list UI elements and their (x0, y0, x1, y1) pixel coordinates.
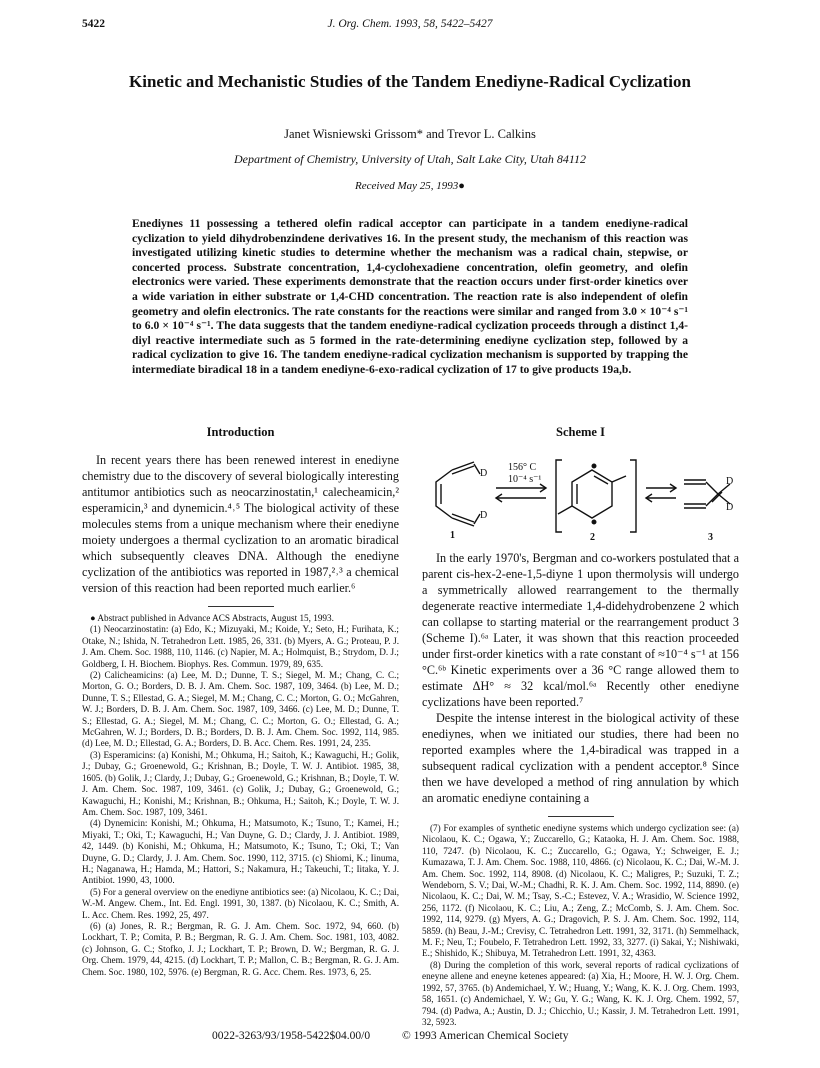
left-column (82, 425, 399, 978)
scheme-heading: Scheme I (556, 425, 605, 439)
left-bracket (556, 460, 562, 532)
footnotes-left (82, 613, 399, 978)
compound-label-3: 3 (708, 532, 713, 543)
deuterium-label-product-bottom: D (726, 502, 734, 513)
scheme-1-figure (422, 452, 739, 544)
footnote: (8) During the completion of this work, several reports of radical cyclizations of eneyne allene and eneyne ketenes appeared: (a) Xia, H.; Moore, H. W. J. Org. Chem. 1992, 57, 3765. (b) Andemichael, Y. W.; Huang, Y.; Wang, K. K. J. Org. Chem. 1993, 58, 1651. (c) Andemichael, Y. W.; Gu, Y. G.; Wang, K. K. J. Org. Chem. 1992, 57, 794. (d) Padwa, A.; Austin, D. J.; Chicchio, U.; Kassir, J. M. Tetrahedron Lett. 1991, 32, 5923. (422, 959, 739, 1027)
scheme-1-drawing (422, 452, 739, 544)
footnote-divider (208, 606, 274, 607)
paragraph: Despite the intense interest in the biological activity of these enediynes, when we initiated our studies, there had been no reported examples where the 1,4-biradical was trapped in a subsequent radical cyclization with a pendent acceptor.⁸ Since then we have developed a method of ring annulation by which an aromatic enediyne containing a (422, 711, 739, 805)
condition-temperature: 156° C (508, 462, 537, 473)
paragraph: In recent years there has been renewed interest in enediyne chemistry due to the discovery of several biologically interesting antitumor antibiotics such as neocarzinostatin,¹ calecheamicin,² esperamicin,³ and dynemicin.⁴˒⁵ The biological activity of these molecules stems from a unique mechanism where their enediyne moiety undergoes a thermal cyclization to an aromatic biradical which subsequently cleaves DNA. Although the enediyne cyclization of the antibiotics was reported in 1987,²˒³ a chemical version of this reaction had been reported much earlier.⁶ (82, 453, 399, 595)
right-column (422, 425, 739, 1028)
footnote: (5) For a general overview on the enediyne antibiotics see: (a) Nicolaou, K. C.; Dai, W.-M. Angew. Chem., Int. Ed. Engl. 1991, 30, 1387. (b) Nicolaou, K. C.; Smith, A. L. Acc. Chem. Res. 1992, 25, 497. (82, 886, 399, 920)
paragraph: In the early 1970's, Bergman and co-workers postulated that a parent cis-hex-2-ene-1,5-diyne 1 upon thermolysis will undergo a symmetrically allowed rearrangement to the thermally degenerate reactive intermediate 1,4-didehydrobenzene 2 which can collapse to starting material or the rearrangement product 3 (Scheme I).⁶ᵃ Later, it was shown that this reaction proceeded under first-order kinetics with a rate constant of ≈10⁻⁴ s⁻¹ at 156 °C.⁶ᵇ Kinetic experiments over a 36 °C range allowed them to estimate ΔH° ≈ 32 kcal/mol.⁶ᵃ Recently other enediyne cyclizations have been reported.⁷ (422, 551, 739, 709)
footnotes-right (422, 823, 739, 1028)
right-body-text (422, 550, 739, 806)
article-code: 0022-3263/93/1958-5422$04.00/0 (212, 1030, 371, 1042)
journal-citation: J. Org. Chem. 1993, 58, 5422–5427 (327, 18, 493, 30)
footnote: ● Abstract published in Advance ACS Abstracts, August 15, 1993. (90, 613, 334, 623)
section-heading-introduction: Introduction (206, 425, 275, 439)
footnote: (7) For examples of synthetic enediyne systems which undergo cyclization see: (a) Nicolaou, K. C.; Ogawa, Y.; Zuccarello, G.; Kataoka, H. J. Am. Chem. Soc. 1988, 110, 7247. (b) Nicolaou, K. C.; Zuccarello, G.; Ogawa, Y.; Schweiger, E. J.; Kumazawa, T. J. Am. Chem. Soc. 1988, 110, 4866. (c) Nicolaou, K. C.; Dai, W.-M. J. Am. Chem. Soc. 1992, 114, 8908. (d) Nicolaou, K. C.; Maligres, P.; Suzuki, T. Z.; Wendeborn, S. V.; Dai, W.-M.; Chadhi, R. K. J. Am. Chem. Soc. 1992, 114, 8890. (e) Nicolaou, K. C.; Dai, W. M.; Tsay, S.-C.; Estevez, V. A.; Wrasidio, W. Science 1992, 256, 1172. (f) Nicolaou, K. C.; Liu, A.; Zeng, Z.; McComb, S. J. Am. Chem. Soc. 1992, 114, 9279. (g) Myers, A. G.; Dragovich, P. S. J. Am. Chem. Soc. 1992, 114, 5859. (h) Beau, J.-M.; Crevisy, C. Tetrahedron Lett. 1991, 32, 3171. (h) Semmelhack, M. F.; Neu, T.; Foubelo, F. Tetrahedron Lett. 1992, 33, 3277. (i) Sakai, Y.; Nishiwaki, E.; Shishido, K.; Shibuya, M. Tetrahedron Lett. 1991, 32, 4363. (422, 823, 739, 959)
page-number: 5422 (82, 18, 105, 30)
footnote: (1) Neocarzinostatin: (a) Edo, K.; Mizuyaki, M.; Koide, Y.; Seto, H.; Furihata, K.; Otake, N.; Ishida, N. Tetrahedron Lett. 1985, 26, 331. (b) Myers, A. G.; Proteau, P. J. J. Am. Chem. Soc. 1988, 110, 1146. (c) Napier, M. A.; Holmquist, B.; Strydom, D. J.; Goldberg, I. H. Biochem. Biophys. Res. Commun. 1979, 89, 635. (82, 624, 399, 669)
compound-label-1: 1 (450, 530, 455, 541)
right-bracket (630, 460, 636, 532)
intro-paragraph (82, 452, 399, 596)
received-date: Received May 25, 1993● (355, 180, 465, 192)
copyright: © 1993 American Chemical Society (402, 1030, 569, 1042)
footnote-divider (548, 816, 614, 817)
article-title: Kinetic and Mechanistic Studies of the Tandem Enediyne-Radical Cyclization (129, 72, 691, 91)
deuterium-label-product-top: D (726, 476, 734, 487)
condition-rate: 10⁻⁴ s⁻¹ (508, 474, 542, 485)
deuterium-label-top: D (480, 468, 488, 479)
deuterium-label-bottom: D (480, 510, 488, 521)
affiliation: Department of Chemistry, University of Utah, Salt Lake City, Utah 84112 (233, 152, 587, 166)
abstract: Enediynes 11 possessing a tethered olefin radical acceptor can participate in a tandem enediyne-radical cyclization to yield dihydrobenzindene derivatives 16. In the present study, the mechanism of this reaction was investigated utilizing kinetic studies to determine whether the mechanism was a radical chain, stepwise, or concerted process. Substrate concentration, 1,4-cyclohexadiene concentration, olefin geometry, and olefin electronics were varied. These experiments demonstrate that the reaction occurs under first-order kinetics over a wide variation in either substrate or 1,4-CHD concentration. The reaction rate is also independent of olefin geometry and olefin electronics. The rate constants for the reactions were similar and ranged from 3.0 × 10⁻⁴ s⁻¹ to 6.0 × 10⁻⁴ s⁻¹. The data suggests that the tandem enediyne-radical cyclization proceeds through a distinct 1,4-diyl reactive intermediate such as 5 formed in the rate-determining enediyne cyclization step, followed by a radical cyclization to give 16. The tandem enediyne-radical cyclization mechanism is supported by trapping the intermediate biradical 18 in a tandem enediyne-6-exo-radical cyclization of 17 to give products 19a,b. (132, 217, 688, 376)
footnote: (4) Dynemicin: Konishi, M.; Ohkuma, H.; Matsumoto, K.; Tsuno, T.; Kamei, H.; Miyaki, T.; Oki, T.; Kawaguchi, H.; Van Duyne, G. D.; Clardy, J. J. Antibiot. 1989, 42, 1449. (b) Konishi, M.; Ohkuma, H.; Matsumoto, K.; Tsuno, T.; Oki, T.; Van Duyne, G. D.; Clardy, J. J. Am. Chem. Soc. 1990, 112, 3715. (c) Shiomi, K.; Iinuma, H.; Naganawa, H.; Hamda, M.; Hattori, S.; Nakamura, H.; Takeuchi, T.; Iitaka, Y. J. Antibiot. 1990, 43, 1000. (82, 818, 399, 886)
author-list: Janet Wisniewski Grissom* and Trevor L. Calkins (284, 127, 536, 141)
footnote: (6) (a) Jones, R. R.; Bergman, R. G. J. Am. Chem. Soc. 1972, 94, 660. (b) Lockhart, T. P.; Comita, P. B.; Bergman, R. G. J. Am. Chem. Soc. 1981, 103, 4082. (c) Johnson, G. C.; Stofko, J. J.; Lockhart, T. P.; Brown, D. W.; Bergman, R. G. J. Org. Chem. 1979, 44, 4215. (d) Lockhart, T. P.; Mallon, C. B.; Bergman, R. G. J. Am. Chem. Soc. 1980, 102, 5976. (e) Bergman, R. G. Acc. Chem. Res. 1973, 6, 25. (82, 920, 399, 977)
compound-label-2: 2 (590, 532, 595, 543)
didehydrobenzene-ring (572, 470, 612, 518)
footnote: (2) Calicheamicins: (a) Lee, M. D.; Dunne, T. S.; Siegel, M. M.; Chang, C. C.; Morton, G. O.; Borders, D. B. J. Am. Chem. Soc. 1987, 109, 3464. (b) Lee, M. D.; Dunne, T. S.; Ellestad, G. A.; Siegel, M. M.; Chang, C. C.; Morton, G. O.; McGahren, W. J.; Borders, D. B. J. Am. Chem. Soc. 1987, 109, 3466. (c) Lee, M. D.; Dunne, T. S.; Ellestad, G. A.; Siegel, M. M.; Chang, C. C.; Morton, G. O.; Ellestad, G. A.; McGahren, W. J.; Borders, D. B.; Borders, D. B. J. Am. Chem. Soc. 1992, 114, 985. (d) Lee, M. D.; Ellestad, G. A.; Borders, D. B. Acc. Chem. Res. 1991, 24, 235. (82, 670, 399, 749)
footnote: (3) Esperamicins: (a) Konishi, M.; Ohkuma, H.; Saitoh, K.; Kawaguchi, H.; Golik, J.; Dubay, G.; Groenewold, G.; Krishnan, B.; Doyle, T. W. J. Antibiot. 1985, 38, 1605. (b) Golik, J.; Clardy, J.; Dubay, G.; Groenewold, G.; Krishnan, B.; Doyle, T. W. J. Am. Chem. Soc. 1987, 109, 3461. (c) Golik, J.; Dubay, G.; Groenewold, G.; Kawaguchi, H.; Konishi, M.; Krishnan, B.; Ohkuma, H.; Saitoh, K.; Doyle, T. W. J. Am. Chem. Soc. 1987, 109, 3461. (82, 749, 399, 817)
running-header (82, 18, 738, 36)
enediyne-1-backbone (436, 470, 452, 518)
